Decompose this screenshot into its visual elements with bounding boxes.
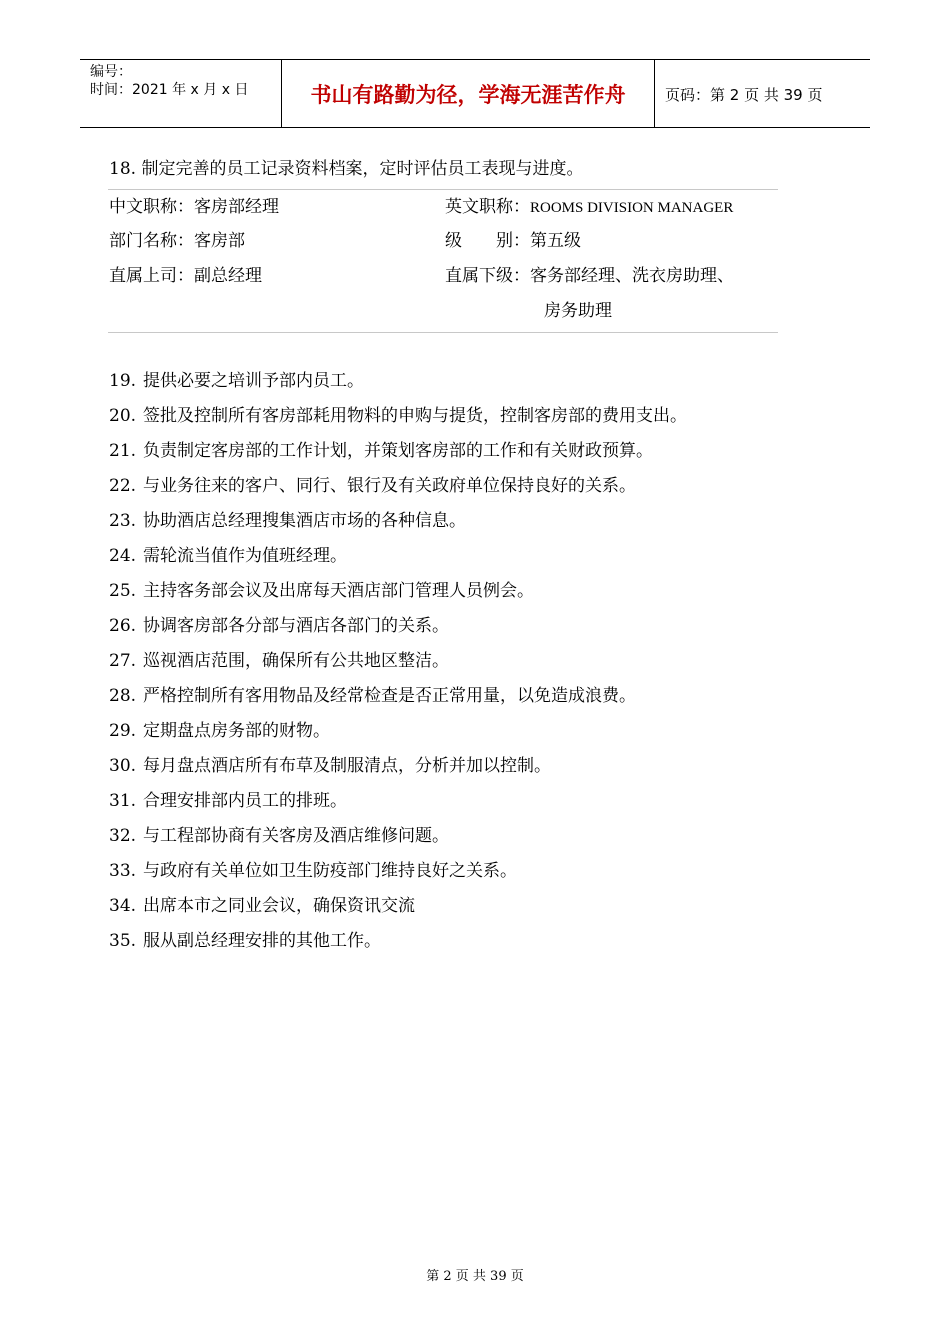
item-text: 每月盘点酒店所有布草及制服清点，分析并加以控制。 bbox=[143, 756, 551, 776]
item-text: 提供必要之培训予部内员工。 bbox=[143, 371, 364, 391]
item-number: 24. bbox=[109, 546, 137, 566]
duty-item bbox=[109, 545, 687, 580]
item-number: 21. bbox=[109, 441, 137, 461]
item-number: 32. bbox=[109, 826, 137, 846]
header-meta-cell bbox=[80, 60, 282, 127]
item-text: 协调客房部各分部与酒店各部门的关系。 bbox=[143, 616, 449, 636]
duty-item bbox=[109, 440, 687, 475]
duty-item bbox=[109, 825, 687, 860]
item-number: 30. bbox=[109, 756, 137, 776]
item-text: 主持客务部会议及出席每天酒店部门管理人员例会。 bbox=[143, 581, 534, 601]
item-number: 19. bbox=[109, 371, 137, 391]
page-footer: 第 2 页 共 39 页 bbox=[426, 1269, 524, 1284]
duty-item-18 bbox=[109, 158, 583, 180]
cn-title: 中文职称：客房部经理 bbox=[109, 197, 279, 217]
item-text: 严格控制所有客用物品及经常检查是否正常用量，以免造成浪费。 bbox=[143, 686, 636, 706]
duty-item bbox=[109, 790, 687, 825]
duty-item bbox=[109, 405, 687, 440]
direct-subordinates-cont: 房务助理 bbox=[544, 301, 612, 321]
job-info-box bbox=[108, 189, 778, 333]
item-number: 35. bbox=[109, 931, 137, 951]
item-text: 需轮流当值作为值班经理。 bbox=[143, 546, 347, 566]
en-title-value: ROOMS DIVISION MANAGER bbox=[530, 200, 734, 216]
item-text: 与政府有关单位如卫生防疫部门维持良好之关系。 bbox=[143, 861, 517, 881]
item-number: 34. bbox=[109, 896, 137, 916]
department-name: 部门名称：客房部 bbox=[109, 231, 245, 251]
item-number: 27. bbox=[109, 651, 137, 671]
item-number: 18. bbox=[109, 159, 137, 179]
en-title bbox=[445, 196, 733, 219]
duty-item bbox=[109, 475, 687, 510]
item-number: 22. bbox=[109, 476, 137, 496]
duty-item bbox=[109, 510, 687, 545]
item-number: 28. bbox=[109, 686, 137, 706]
duty-item bbox=[109, 370, 687, 405]
duty-item bbox=[109, 615, 687, 650]
item-text: 制定完善的员工记录资料档案，定时评估员工表现与进度。 bbox=[141, 159, 584, 179]
duty-item bbox=[109, 720, 687, 755]
direct-superior: 直属上司：副总经理 bbox=[109, 266, 262, 286]
duty-item bbox=[109, 930, 687, 965]
item-text: 出席本市之同业会议，确保资讯交流 bbox=[143, 896, 415, 916]
item-text: 服从副总经理安排的其他工作。 bbox=[143, 931, 381, 951]
item-text: 协助酒店总经理搜集酒店市场的各种信息。 bbox=[143, 511, 466, 531]
item-text: 定期盘点房务部的财物。 bbox=[143, 721, 330, 741]
item-text: 与业务往来的客户、同行、银行及有关政府单位保持良好的关系。 bbox=[143, 476, 636, 496]
duty-item bbox=[109, 685, 687, 720]
item-number: 26. bbox=[109, 616, 137, 636]
duty-item bbox=[109, 650, 687, 685]
duty-item bbox=[109, 580, 687, 615]
header-page-cell bbox=[655, 60, 870, 127]
item-text: 签批及控制所有客房部耗用物料的申购与提货，控制客房部的费用支出。 bbox=[143, 406, 687, 426]
duty-item bbox=[109, 860, 687, 895]
page-header bbox=[80, 59, 870, 128]
duty-item bbox=[109, 755, 687, 790]
document-number-label: 编号： bbox=[90, 64, 132, 80]
item-number: 23. bbox=[109, 511, 137, 531]
en-title-label: 英文职称： bbox=[445, 197, 530, 217]
direct-subordinates: 直属下级：客务部经理、洗衣房助理、 bbox=[445, 266, 734, 286]
header-page-number: 页码：第 2 页 共 39 页 bbox=[665, 86, 823, 104]
header-motto-cell bbox=[282, 60, 655, 127]
item-number: 31. bbox=[109, 791, 137, 811]
document-time-label: 时间：2021 年 x 月 x 日 bbox=[90, 82, 249, 98]
item-number: 29. bbox=[109, 721, 137, 741]
item-number: 20. bbox=[109, 406, 137, 426]
item-text: 负责制定客房部的工作计划，并策划客房部的工作和有关财政预算。 bbox=[143, 441, 653, 461]
item-text: 巡视酒店范围，确保所有公共地区整洁。 bbox=[143, 651, 449, 671]
duty-list bbox=[109, 370, 687, 965]
header-motto: 书山有路勤为径，学海无涯苦作舟 bbox=[310, 83, 626, 107]
item-number: 33. bbox=[109, 861, 137, 881]
item-text: 合理安排部内员工的排班。 bbox=[143, 791, 347, 811]
item-number: 25. bbox=[109, 581, 137, 601]
job-level: 级 别：第五级 bbox=[445, 231, 581, 251]
item-text: 与工程部协商有关客房及酒店维修问题。 bbox=[143, 826, 449, 846]
duty-item bbox=[109, 895, 687, 930]
